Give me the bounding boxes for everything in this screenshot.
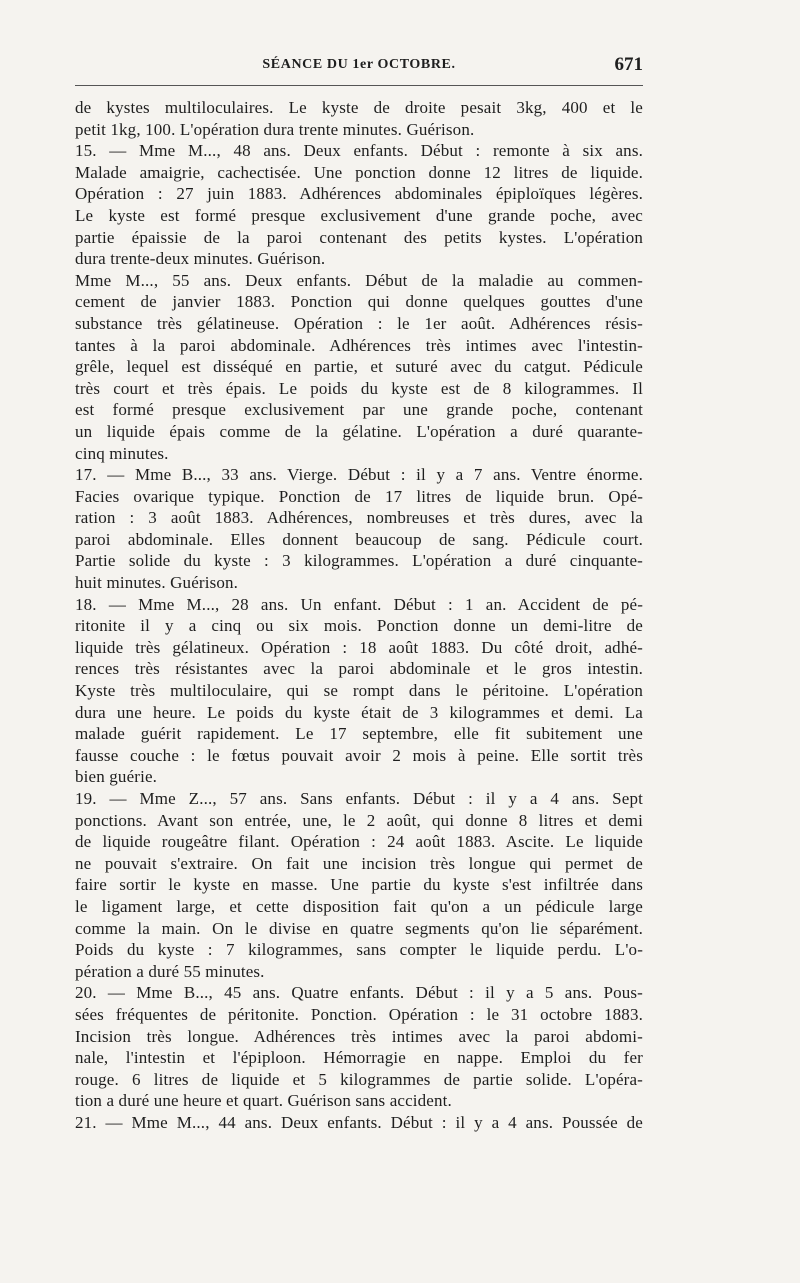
- text-line: rences très résistantes avec la paroi abdominale et le gros intestin.: [75, 659, 643, 679]
- text-line: est formé presque exclusivement par une grande poche, contenant: [75, 400, 643, 420]
- text-line: Kyste très multiloculaire, qui se rompt dans le péritoine. L'opération: [75, 681, 643, 701]
- text-line: sées fréquentes de péritonite. Ponction. Opération : le 31 octobre 1883.: [75, 1004, 643, 1024]
- text-line: 21. — Mme M..., 44 ans. Deux enfants. Début : il y a 4 ans. Poussée de: [75, 1112, 643, 1132]
- text-line: ration : 3 août 1883. Adhérences, nombreuses et très dures, avec la: [75, 508, 643, 528]
- text-line: grêle, lequel est disséqué en partie, et suturé avec du catgut. Pédicule: [75, 357, 643, 377]
- text-line: Incision très longue. Adhérences très intimes avec la paroi abdomi-: [75, 1026, 643, 1046]
- body-text: [75, 97, 643, 1134]
- text-line: de liquide rougeâtre filant. Opération : 24 août 1883. Ascite. Le liquide: [75, 832, 643, 852]
- running-title: SÉANCE DU 1er OCTOBRE.: [262, 57, 456, 72]
- text-line: 17. — Mme B..., 33 ans. Vierge. Début : il y a 7 ans. Ventre énorme.: [75, 465, 643, 485]
- text-line: tion a duré une heure et quart. Guérison sans accident.: [75, 1091, 452, 1111]
- header-rule: [75, 85, 643, 86]
- text-line: 18. — Mme M..., 28 ans. Un enfant. Début : 1 an. Accident de pé-: [75, 594, 643, 614]
- text-line: nale, l'intestin et l'épiploon. Hémorragie en nappe. Emploi du fer: [75, 1048, 643, 1068]
- text-line: 20. — Mme B..., 45 ans. Quatre enfants. Début : il y a 5 ans. Pous-: [75, 983, 643, 1003]
- text-line: ne pouvait s'extraire. On fait une incision très longue qui permet de: [75, 853, 643, 873]
- page-header: [75, 54, 643, 87]
- text-line: dura une heure. Le poids du kyste était de 3 kilogrammes et demi. La: [75, 702, 643, 722]
- text-line: liquide très gélatineux. Opération : 18 août 1883. Du côté droit, adhé-: [75, 637, 643, 657]
- text-line: Mme M..., 55 ans. Deux enfants. Début de la maladie au commen-: [75, 270, 643, 290]
- text-line: petit 1kg, 100. L'opération dura trente minutes. Guérison.: [75, 119, 475, 139]
- text-line: fausse couche : le fœtus pouvait avoir 2 mois à peine. Elle sortit très: [75, 745, 643, 765]
- text-line: Partie solide du kyste : 3 kilogrammes. L'opération a duré cinquante-: [75, 551, 643, 571]
- text-line: ritonite il y a cinq ou six mois. Ponction donne un demi-litre de: [75, 616, 643, 636]
- text-line: tantes à la paroi abdominale. Adhérences très intimes avec l'intestin-: [75, 335, 643, 355]
- text-line: de kystes multiloculaires. Le kyste de droite pesait 3kg, 400 et le: [75, 98, 643, 117]
- text-line: cinq minutes.: [75, 443, 169, 463]
- text-line: 15. — Mme M..., 48 ans. Deux enfants. Début : remonte à six ans.: [75, 141, 643, 161]
- text-line: Poids du kyste : 7 kilogrammes, sans compter le liquide perdu. L'o-: [75, 940, 643, 960]
- text-line: huit minutes. Guérison.: [75, 573, 239, 593]
- text-line: dura trente-deux minutes. Guérison.: [75, 249, 326, 269]
- page-number: 671: [614, 54, 643, 75]
- text-line: partie épaissie de la paroi contenant des petits kystes. L'opération: [75, 227, 643, 247]
- text-line: Opération : 27 juin 1883. Adhérences abdominales épiploïques légères.: [75, 184, 643, 204]
- text-line: Le kyste est formé presque exclusivement d'une grande poche, avec: [75, 205, 643, 225]
- text-line: Malade amaigrie, cachectisée. Une ponction donne 12 litres de liquide.: [75, 162, 643, 182]
- text-line: faire sortir le kyste en masse. Une partie du kyste s'est infiltrée dans: [75, 875, 643, 895]
- text-line: comme la main. On le divise en quatre segments qu'on lie séparément.: [75, 918, 643, 938]
- text-line: malade guérit rapidement. Le 17 septembre, elle fit subitement une: [75, 724, 643, 744]
- text-line: Facies ovarique typique. Ponction de 17 litres de liquide brun. Opé-: [75, 486, 643, 506]
- text-line: bien guérie.: [75, 767, 158, 787]
- text-line: pération a duré 55 minutes.: [75, 961, 265, 981]
- text-line: rouge. 6 litres de liquide et 5 kilogrammes de partie solide. L'opéra-: [75, 1069, 643, 1089]
- text-line: 19. — Mme Z..., 57 ans. Sans enfants. Début : il y a 4 ans. Sept: [75, 789, 643, 808]
- text-line: paroi abdominale. Elles donnent beaucoup de sang. Pédicule court.: [75, 529, 643, 549]
- text-line: ponctions. Avant son entrée, une, le 2 août, qui donne 8 litres et demi: [75, 810, 643, 830]
- text-line: le ligament large, et cette disposition fait qu'on a un pédicule large: [75, 896, 643, 916]
- text-line: substance très gélatineuse. Opération : le 1er août. Adhérences résis-: [75, 313, 643, 333]
- text-line: très court et très épais. Le poids du kyste est de 8 kilogrammes. Il: [75, 378, 643, 398]
- text-line: un liquide épais comme de la gélatine. L'opération a duré quarante-: [75, 421, 643, 441]
- text-line: cement de janvier 1883. Ponction qui donne quelques gouttes d'une: [75, 292, 643, 312]
